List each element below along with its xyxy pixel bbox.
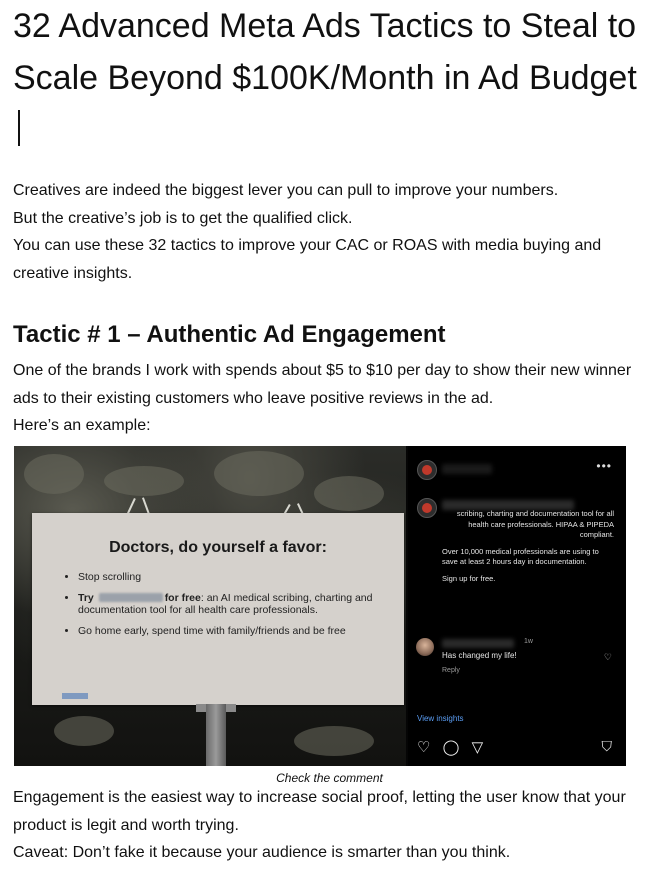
figure-caption: Check the comment — [276, 771, 383, 785]
foliage — [294, 726, 374, 756]
section-body-line-2: Here’s an example: — [13, 417, 151, 434]
comment-like-heart-icon[interactable]: ♡ — [603, 652, 612, 662]
after-figure-line-2: Caveat: Don’t fake it because your audience is smarter than you think. — [13, 844, 511, 861]
billboard-bullets — [64, 571, 398, 646]
commenter-avatar — [416, 638, 434, 656]
more-dots-icon[interactable]: ••• — [596, 459, 612, 473]
foliage — [54, 716, 114, 746]
billboard-bullet-1: • Stop scrolling — [78, 571, 398, 583]
comment-time: 1w — [524, 638, 533, 645]
instagram-post-panel — [408, 446, 626, 766]
intro-line-2: But the creative’s job is to get the qualified click. — [13, 209, 353, 227]
caption-paragraph-2: Over 10,000 medical professionals are using to save at least 2 hours day in documentation. — [442, 546, 599, 566]
intro-line-3: You can use these 32 tactics to improve your CAC or ROAS with media buying and creative insights. — [13, 237, 602, 282]
heart-icon[interactable]: ♡ — [417, 739, 431, 756]
blurred-brand-name — [99, 593, 163, 602]
caption-avatar — [417, 498, 437, 518]
foliage — [314, 476, 384, 511]
reply-link[interactable]: Reply — [442, 667, 460, 674]
billboard-bullet-2: • Try for free: an AI medical scribing, charting and documentation tool for all health care professionals. — [78, 592, 398, 616]
post-actions — [417, 738, 491, 758]
post-caption — [442, 509, 614, 590]
billboard-bullet-3: • Go home early, spend time with family/friends and be free — [78, 625, 398, 637]
section-body-line-1: One of the brands I work with spends about $5 to $10 per day to show their new winner ads to their existing customers who leave positive reviews in the ad. — [13, 362, 632, 407]
intro-paragraphs — [13, 177, 645, 287]
profile-avatar — [417, 460, 437, 480]
billboard-heading: Doctors, do yourself a favor: — [109, 539, 327, 556]
caption-paragraph-1: scribing, charting and documentation tool for all health care professionals. HIPAA & PIPEDA compliant. — [456, 509, 614, 539]
blurred-commenter-name — [442, 639, 514, 648]
foliage — [24, 454, 84, 494]
blurred-username — [442, 464, 492, 474]
comment-text: Has changed my life! — [442, 651, 517, 660]
billboard — [32, 513, 404, 705]
comment-icon[interactable]: ◯ — [442, 739, 460, 756]
bookmark-icon[interactable]: ⛉ — [601, 738, 612, 754]
foliage — [214, 451, 304, 496]
view-insights-link[interactable]: View insights — [417, 714, 464, 723]
section-body — [13, 357, 645, 440]
after-figure-paragraphs — [13, 784, 645, 867]
billboard-pole — [206, 704, 226, 766]
after-figure-line-1: Engagement is the easiest way to increase social proof, letting the user know that your product is legit and worth trying. — [13, 789, 626, 834]
share-icon[interactable]: ▽ — [471, 739, 484, 756]
foliage — [104, 466, 184, 496]
caption-paragraph-3: Sign up for free. — [442, 573, 496, 583]
text-cursor — [18, 110, 20, 146]
billboard-photo — [14, 446, 406, 766]
billboard-tag — [62, 693, 88, 699]
article-title: 32 Advanced Meta Ads Tactics to Steal to Scale Beyond $100K/Month in Ad Budget — [13, 0, 643, 156]
intro-line-1: Creatives are indeed the biggest lever you can pull to improve your numbers. — [13, 182, 559, 199]
example-ad-image — [14, 446, 626, 766]
section-heading: Tactic # 1 – Authentic Ad Engagement — [13, 321, 446, 348]
